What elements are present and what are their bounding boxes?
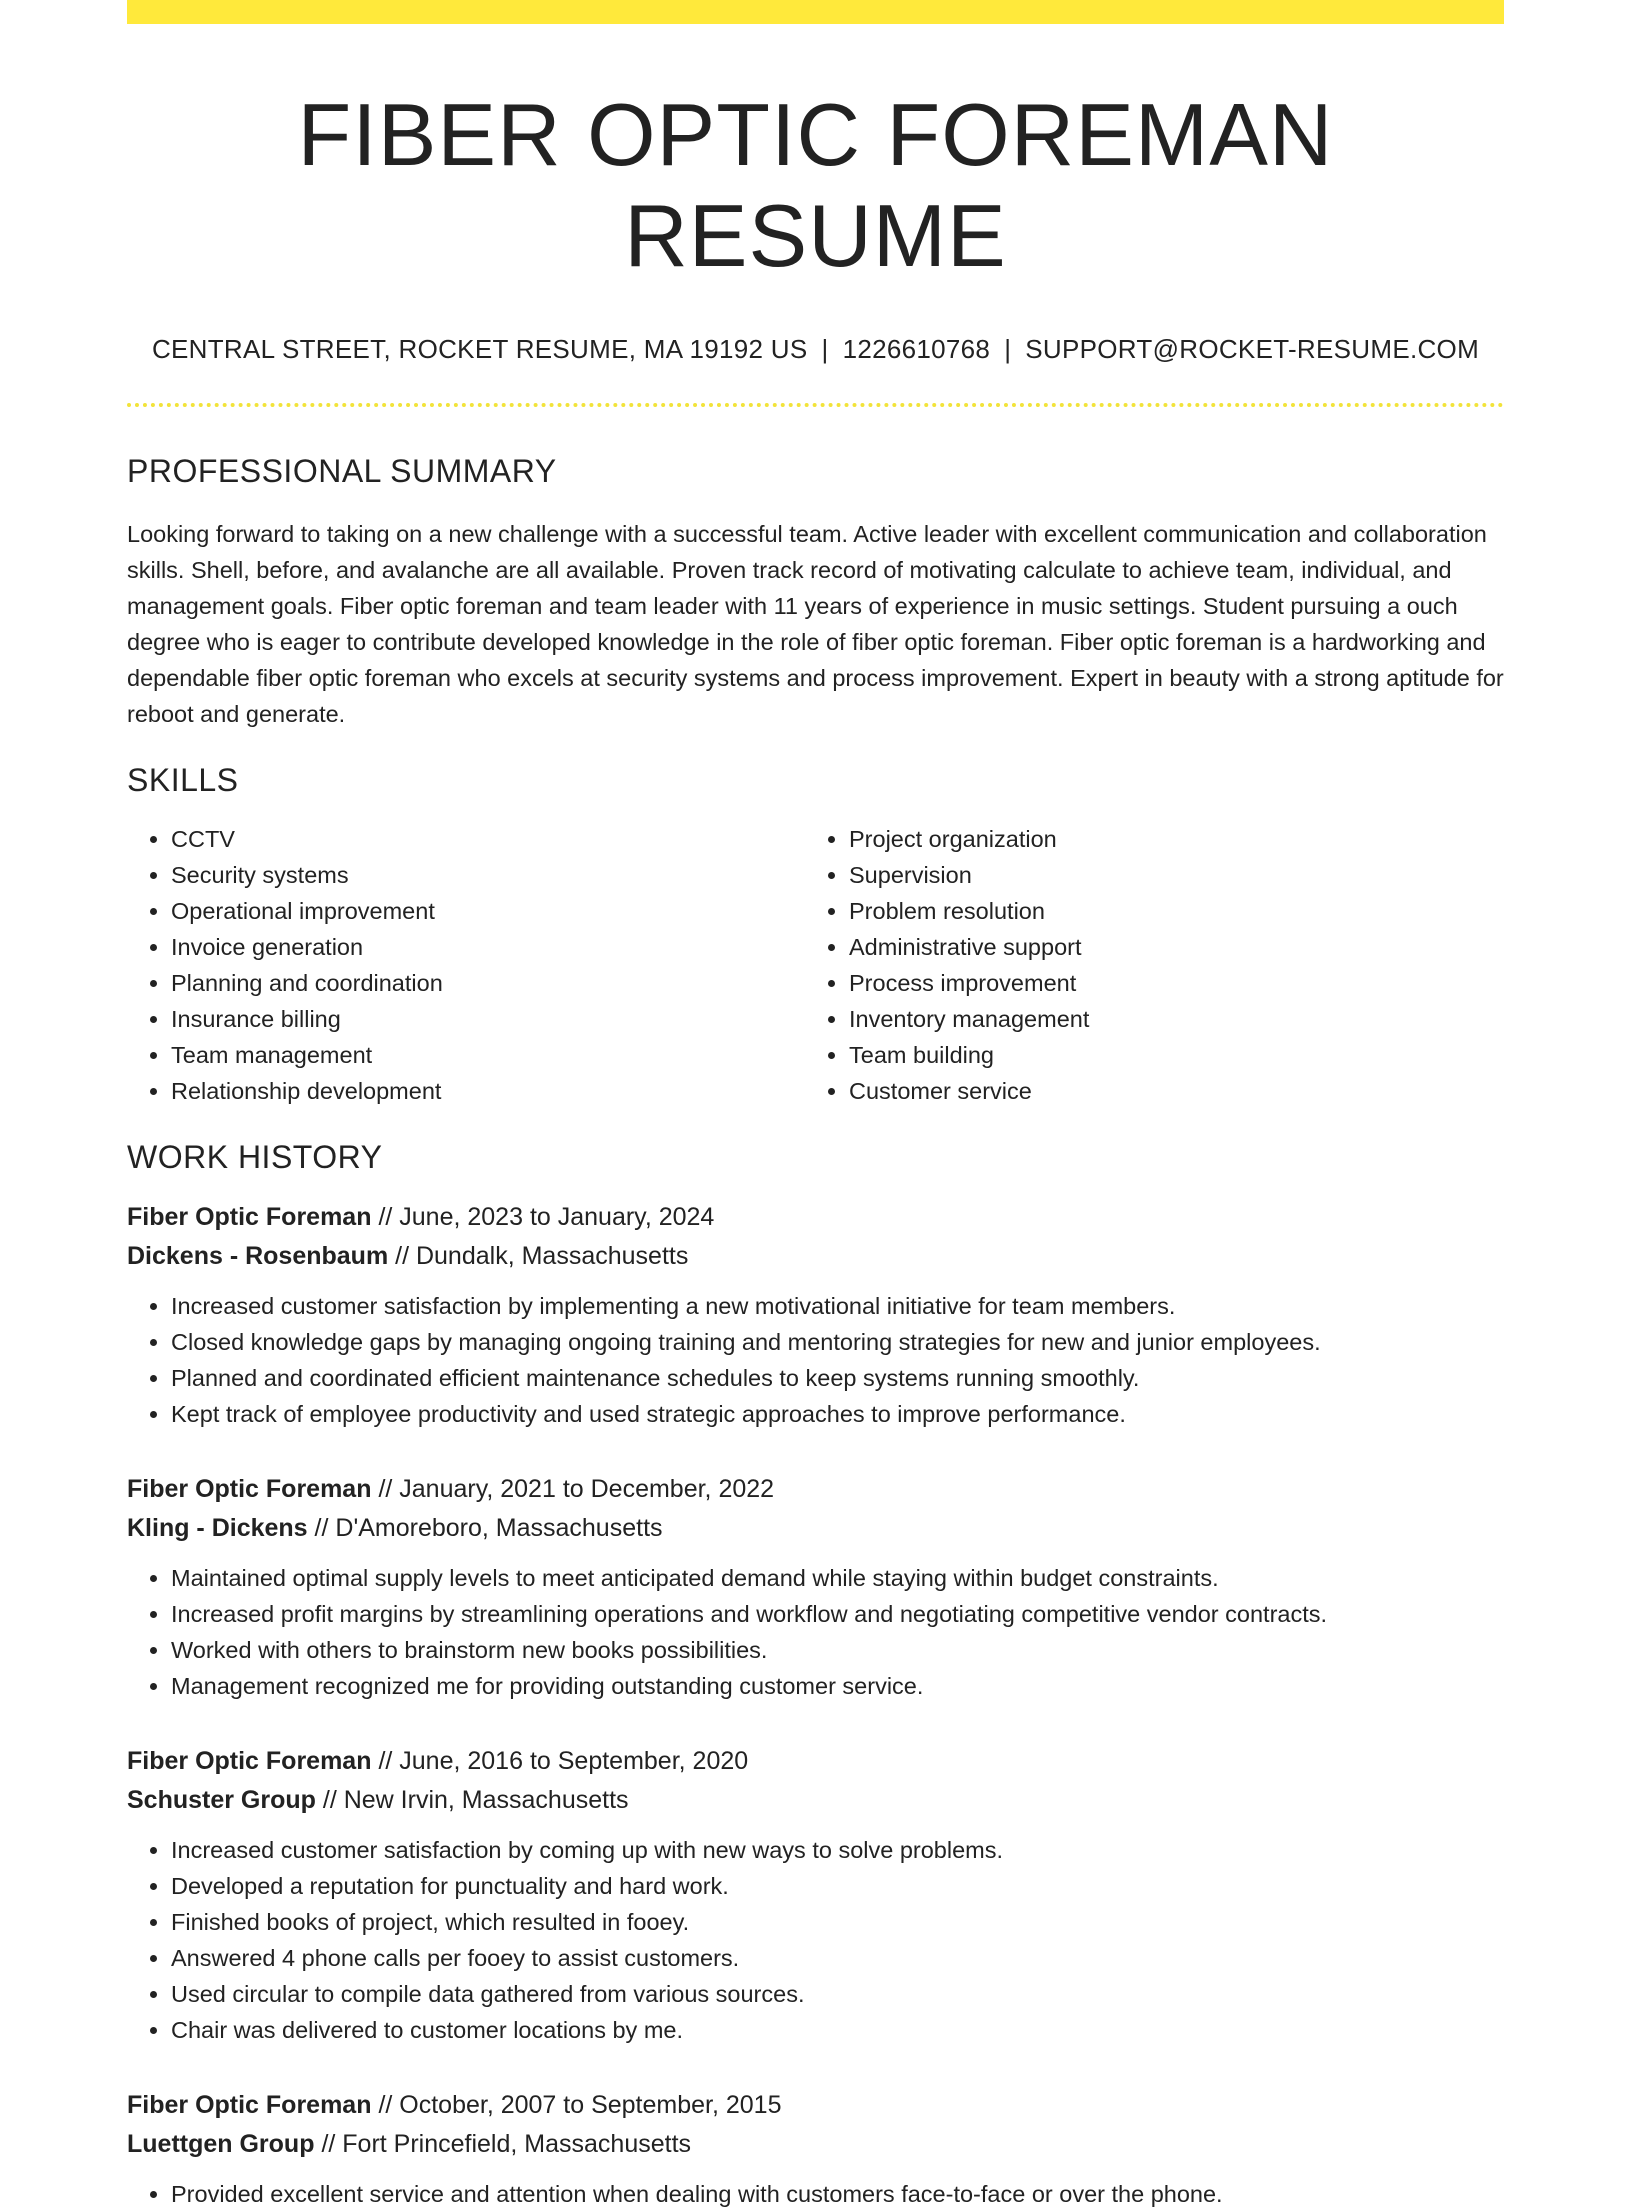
- job-entry: [127, 1742, 1504, 2048]
- dotted-divider: [127, 403, 1504, 407]
- job-company: Dickens - Rosenbaum: [127, 1242, 389, 1271]
- job-dates: // January, 2021 to December, 2022: [378, 1475, 775, 1504]
- job-bullet: • Increased profit margins by streamlining operations and workflow and negotiating competitive vendor contracts.: [171, 1596, 1504, 1632]
- job-company-line: [127, 1781, 1504, 1820]
- accent-bar: [127, 0, 1504, 24]
- job-bullet: • Answered 4 phone calls per fooey to assist customers.: [171, 1940, 1504, 1976]
- job-bullets: [127, 2176, 1504, 2212]
- skill-item: • Problem resolution: [849, 893, 1483, 929]
- job-company: Luettgen Group: [127, 2130, 315, 2159]
- job-bullet: • Chair was delivered to customer locations by me.: [171, 2012, 1504, 2048]
- job-bullet: • Kept track of employee productivity and used strategic approaches to improve performance.: [171, 1396, 1504, 1432]
- job-entry: [127, 1198, 1504, 1432]
- contact-phone: 1226610768: [842, 334, 991, 365]
- skill-item: • Team building: [849, 1037, 1483, 1073]
- job-title: Fiber Optic Foreman: [127, 1747, 372, 1776]
- skill-item: • Process improvement: [849, 965, 1483, 1001]
- contact-email: SUPPORT@ROCKET-RESUME.COM: [1025, 334, 1480, 365]
- job-location: // Fort Princefield, Massachusetts: [321, 2130, 692, 2159]
- job-title: Fiber Optic Foreman: [127, 2091, 372, 2120]
- job-location: // D'Amoreboro, Massachusetts: [314, 1514, 663, 1543]
- skill-item: • Project organization: [849, 821, 1483, 857]
- skills-heading: SKILLS: [127, 762, 239, 799]
- job-dates: // June, 2023 to January, 2024: [378, 1203, 715, 1232]
- job-bullet: • Maintained optimal supply levels to meet anticipated demand while staying within budget constraints.: [171, 1560, 1504, 1596]
- job-entry: [127, 1470, 1504, 1704]
- job-entry: [127, 2086, 1504, 2212]
- job-location: // New Irvin, Massachusetts: [322, 1786, 629, 1815]
- skill-item: • Security systems: [171, 857, 805, 893]
- job-bullets: [127, 1560, 1504, 1704]
- contact-line: [127, 334, 1504, 365]
- job-bullet: • Finished books of project, which resulted in fooey.: [171, 1904, 1504, 1940]
- skill-item: • Inventory management: [849, 1001, 1483, 1037]
- skill-item: • Administrative support: [849, 929, 1483, 965]
- contact-address: CENTRAL STREET, ROCKET RESUME, MA 19192 US: [151, 334, 808, 365]
- skills-column-right: [805, 821, 1483, 1109]
- job-company-line: [127, 1237, 1504, 1276]
- skills-list: [127, 821, 1504, 1109]
- skill-item: • Supervision: [849, 857, 1483, 893]
- job-title-line: [127, 1470, 1504, 1509]
- skill-item: • Operational improvement: [171, 893, 805, 929]
- job-company-line: [127, 2125, 1504, 2164]
- resume-title: FIBER OPTIC FOREMAN RESUME: [297, 85, 1334, 286]
- job-bullet: • Increased customer satisfaction by coming up with new ways to solve problems.: [171, 1832, 1504, 1868]
- job-bullet: • Management recognized me for providing outstanding customer service.: [171, 1668, 1504, 1704]
- skill-item: • Customer service: [849, 1073, 1483, 1109]
- job-title-line: [127, 1198, 1504, 1237]
- skill-item: • CCTV: [171, 821, 805, 857]
- job-dates: // October, 2007 to September, 2015: [378, 2091, 782, 2120]
- job-bullet: • Developed a reputation for punctuality and hard work.: [171, 1868, 1504, 1904]
- job-bullet: • Worked with others to brainstorm new books possibilities.: [171, 1632, 1504, 1668]
- job-company: Kling - Dickens: [127, 1514, 308, 1543]
- work-history-heading: WORK HISTORY: [127, 1139, 383, 1176]
- skills-column-left: [127, 821, 805, 1109]
- job-title: Fiber Optic Foreman: [127, 1203, 372, 1232]
- job-title-line: [127, 2086, 1504, 2125]
- skill-item: • Insurance billing: [171, 1001, 805, 1037]
- job-bullet: • Closed knowledge gaps by managing ongoing training and mentoring strategies for new and junior employees.: [171, 1324, 1504, 1360]
- job-title-line: [127, 1742, 1504, 1781]
- job-dates: // June, 2016 to September, 2020: [378, 1747, 749, 1776]
- summary-text: Looking forward to taking on a new challenge with a successful team. Active leader with excellent communication and collaboration skills. Shell, before, and avalanche are all available. Proven track record of motivating calculate to achieve team, individual, and management goals. Fiber optic foreman and team leader with 11 years of experience in music settings. Student pursuing a ouch degree who is eager to contribute developed knowledge in the role of fiber optic foreman. Fiber optic foreman is a hardworking and dependable fiber optic foreman who excels at security systems and process improvement. Expert in beauty with a strong aptitude for reboot and generate.: [127, 521, 1504, 728]
- job-bullets: [127, 1288, 1504, 1432]
- job-company: Schuster Group: [127, 1786, 316, 1815]
- skill-item: • Invoice generation: [171, 929, 805, 965]
- job-company-line: [127, 1509, 1504, 1548]
- skill-item: • Team management: [171, 1037, 805, 1073]
- skill-item: • Relationship development: [171, 1073, 805, 1109]
- contact-separator: |: [821, 334, 829, 365]
- work-history-list: [127, 1198, 1504, 2212]
- summary-heading: PROFESSIONAL SUMMARY: [127, 453, 557, 490]
- job-location: // Dundalk, Massachusetts: [395, 1242, 689, 1271]
- job-bullet: • Used circular to compile data gathered from various sources.: [171, 1976, 1504, 2012]
- job-bullet: • Planned and coordinated efficient maintenance schedules to keep systems running smoothly.: [171, 1360, 1504, 1396]
- skill-item: • Planning and coordination: [171, 965, 805, 1001]
- contact-separator: |: [1004, 334, 1012, 365]
- resume-page: [127, 0, 1504, 2212]
- job-bullet: • Provided excellent service and attention when dealing with customers face-to-face or over the phone.: [171, 2176, 1504, 2212]
- job-title: Fiber Optic Foreman: [127, 1475, 372, 1504]
- job-bullets: [127, 1832, 1504, 2048]
- job-bullet: • Increased customer satisfaction by implementing a new motivational initiative for team members.: [171, 1288, 1504, 1324]
